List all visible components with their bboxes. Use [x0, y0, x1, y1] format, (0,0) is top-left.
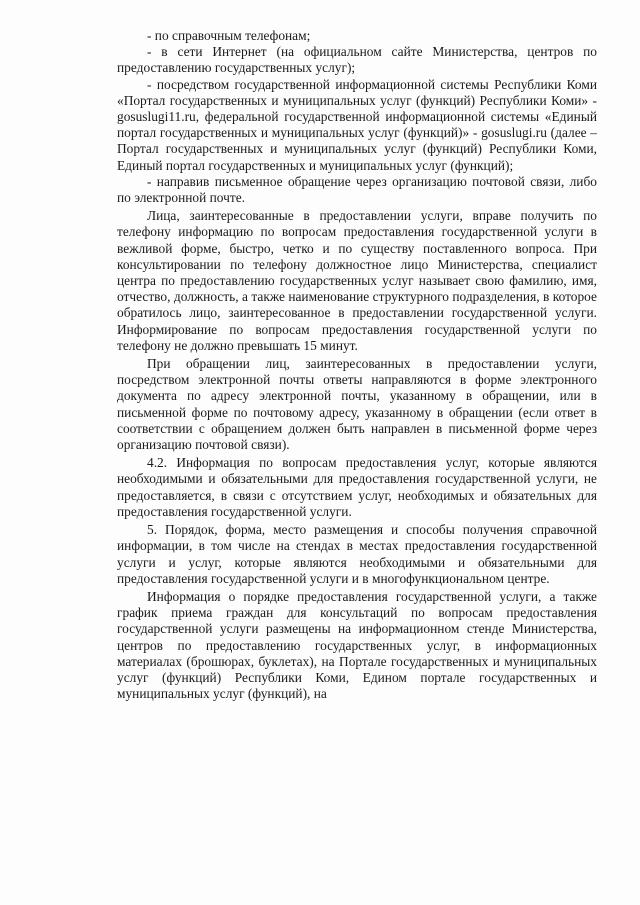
paragraph-section-4-2: 4.2. Информация по вопросам предоставления услуг, которые являются необходимыми и обязательными для предоставления государственной услуги, не предоставляется, в связи с отсутствием услуг, необходимых и обязательных для предоставления государственной услуги. — [117, 455, 597, 519]
paragraph-email-responses: При обращении лиц, заинтересованных в предоставлении услуги, посредством электронной почты ответы направляются в форме электронного документа по адресу электронной почты, указанному в обращении, или в письменной форме по почтовому адресу, указанному в обращении (если ответ в соответствии с обращением должен быть направлен в письменной форме через организацию почтовой связи). — [117, 356, 597, 453]
paragraph-internet: - в сети Интернет (на официальном сайте Министерства, центров по предоставлению государственных услуг); — [117, 44, 597, 76]
paragraph-phone: - по справочным телефонам; — [147, 28, 311, 43]
paragraph-portal: - посредством государственной информационной системы Республики Коми «Портал государственных и муниципальных услуг (функций) Республики Коми» - gosuslugi11.ru, федеральной государственной информационной системы «Единый портал государственных и муниципальных услуг (функций)» - gosuslugi.ru (далее – Портал государственных и муниципальных услуг (функций) Республики Коми, Единый портал государственных и муниципальных услуг (функций); — [117, 76, 597, 173]
paragraph-mail: - направив письменное обращение через организацию почтовой связи, либо по электронной почте. — [117, 173, 597, 206]
paragraph-info-placement: Информация о порядке предоставления государственной услуги, а также график приема граждан для консультаций по вопросам предоставления государственной услуги размещены на информационном стенде Министерства, центров по предоставлению государственных услуг, в информационных материалах (брошюрах, буклетах), на Портале государственных и муниципальных услуг (функций) Республики Коми, Едином портале государственных и муниципальных услуг (функций), на — [117, 588, 597, 702]
paragraph-section-5: 5. Порядок, форма, место размещения и способы получения справочной информации, в том числе на стендах в местах предоставления государственной услуги и услуг, которые являются необходимыми и обязательными для предоставления государственной услуги и в многофункциональном центре. — [117, 522, 597, 586]
document-body — [117, 28, 597, 702]
paragraph-phone-consulting: Лица, заинтересованные в предоставлении услуги, вправе получить по телефону информацию по вопросам предоставления государственной услуги в вежливой форме, быстро, четко и по существу поставленного вопроса. При консультировании по телефону должностное лицо Министерства, специалист центра по предоставлению государственных услуг называет свою фамилию, имя, отчество, должность, а также наименование структурного подразделения, в которое обратилось лицо, заинтересованное в предоставлении государственной услуги. Информирование по вопросам предоставления государственной услуги по телефону не должно превышать 15 минут. — [117, 208, 597, 353]
